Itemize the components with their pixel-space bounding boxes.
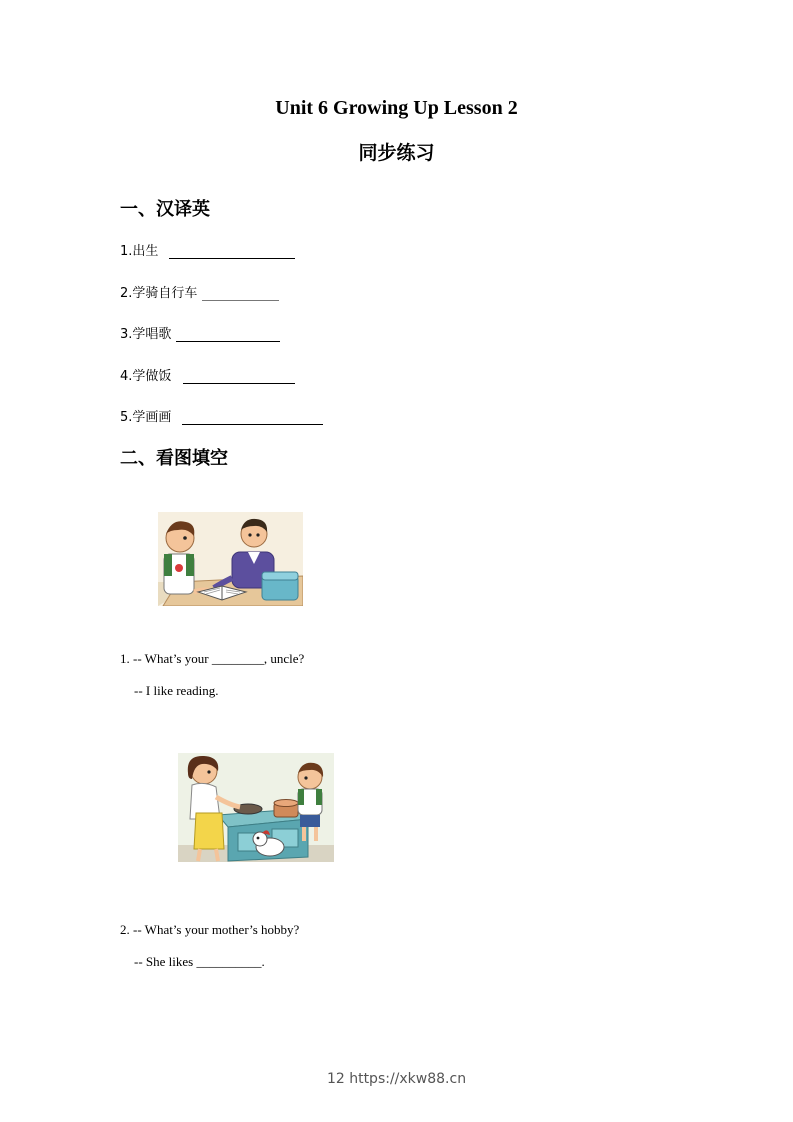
section-heading-picture-fill: 二、看图填空 xyxy=(120,448,228,469)
exercise-item-label: 1.出生 xyxy=(120,244,159,259)
reading-illustration xyxy=(158,512,303,606)
footer-page-url: 12 https://xkw88.cn xyxy=(326,1071,467,1087)
answer-1: -- I like reading. xyxy=(134,683,219,698)
question-1: 1. -- What’s your ________, uncle? xyxy=(120,651,305,666)
page-subtitle: 同步练习 xyxy=(358,142,435,164)
exercise-item-4 xyxy=(120,365,295,384)
answer-blank[interactable] xyxy=(169,244,295,259)
cooking-illustration xyxy=(178,753,334,862)
exercise-item-1 xyxy=(120,240,295,259)
exercise-item-3 xyxy=(120,323,280,342)
exercise-item-label: 4.学做饭 xyxy=(120,369,172,384)
answer-blank[interactable] xyxy=(182,410,323,425)
exercise-item-label: 5.学画画 xyxy=(120,410,172,425)
exercise-item-label: 2.学骑自行车 xyxy=(120,286,198,301)
page-title: Unit 6 Growing Up Lesson 2 xyxy=(275,97,518,119)
exercise-item-5 xyxy=(120,406,323,425)
answer-blank[interactable] xyxy=(202,286,279,301)
section-heading-translate: 一、汉译英 xyxy=(120,199,210,220)
question-2: 2. -- What’s your mother’s hobby? xyxy=(120,922,300,937)
answer-blank[interactable] xyxy=(183,369,295,384)
exercise-item-label: 3.学唱歌 xyxy=(120,327,172,342)
answer-blank[interactable] xyxy=(176,327,280,342)
exercise-item-2 xyxy=(120,282,279,301)
answer-2: -- She likes __________. xyxy=(134,954,265,969)
